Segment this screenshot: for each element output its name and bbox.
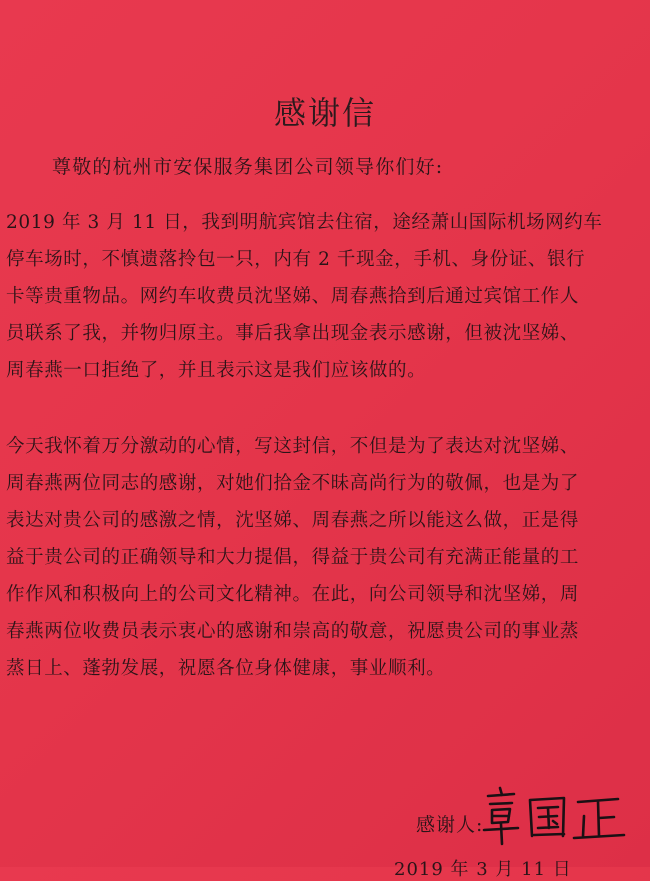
paragraph-line: 表达对贵公司的感激之情，沈坚娣、周春燕之所以能这么做，正是得 xyxy=(6,510,580,531)
paragraph-2 xyxy=(6,428,642,687)
signoff-label: 感谢人: xyxy=(416,814,484,836)
letter-date: 2019 年 3 月 11 日 xyxy=(394,859,572,880)
paragraph-line: 卡等贵重物品。网约车收费员沈坚娣、周春燕拾到后通过宾馆工作人 xyxy=(6,286,580,307)
paragraph-line: 2019 年 3 月 11 日，我到明航宾馆去住宿，途经萧山国际机场网约车 xyxy=(6,212,603,233)
paragraph-line: 作作风和积极向上的公司文化精神。在此，向公司领导和沈坚娣，周 xyxy=(6,584,580,605)
paragraph-line: 周春燕一口拒绝了，并且表示这是我们应该做的。 xyxy=(6,360,427,381)
letter-title: 感谢信 xyxy=(273,94,376,132)
paragraph-1 xyxy=(6,204,642,389)
paragraph-line: 今天我怀着万分激动的心情，写这封信，不但是为了表达对沈坚娣、 xyxy=(6,436,580,457)
handwritten-signature xyxy=(478,786,628,846)
paragraph-line: 停车场时，不慎遗落拎包一只，内有 2 千现金，手机、身份证、银行 xyxy=(6,249,586,270)
paragraph-line: 员联系了我，并物归原主。事后我拿出现金表示感谢，但被沈坚娣、 xyxy=(6,323,580,344)
paragraph-line: 蒸日上、蓬勃发展，祝愿各位身体健康，事业顺利。 xyxy=(6,658,446,679)
paragraph-line: 周春燕两位同志的感谢，对她们拾金不昧高尚行为的敬佩，也是为了 xyxy=(6,473,580,494)
paragraph-line: 益于贵公司的正确领导和大力提倡，得益于贵公司有充满正能量的工 xyxy=(6,547,580,568)
letter-greeting: 尊敬的杭州市安保服务集团公司领导你们好: xyxy=(52,156,444,178)
paragraph-line: 春燕两位收费员表示衷心的感谢和崇高的敬意，祝愿贵公司的事业蒸 xyxy=(6,621,580,642)
